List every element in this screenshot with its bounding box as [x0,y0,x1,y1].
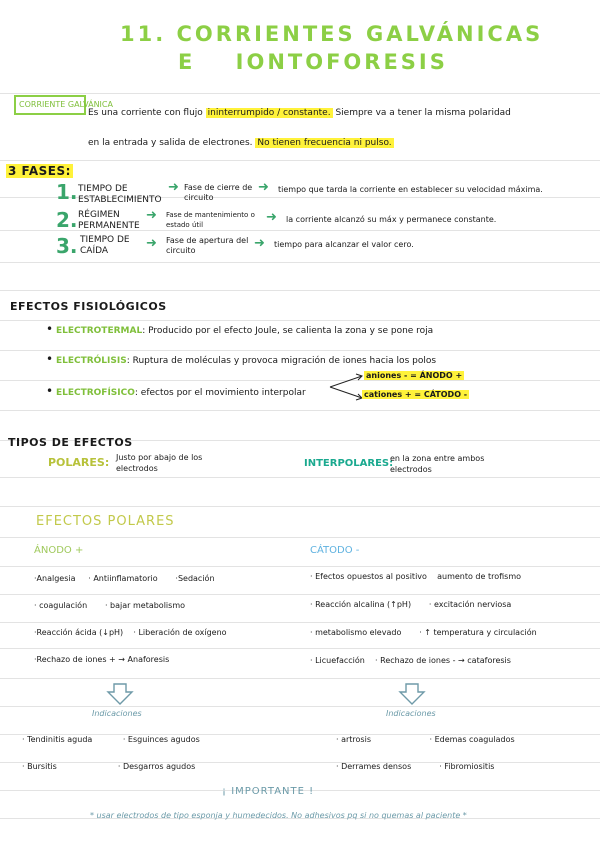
polares-desc: Justo por abajo de los electrodos [116,453,203,473]
arrow-right-icon: ➜ [266,210,277,225]
down-arrow-icon [106,682,134,706]
arrow-right-icon: ➜ [168,180,179,195]
catodo-row: · Licuefacción · Rechazo de iones - → cataforesis [310,656,511,665]
fase-desc: la corriente alcanzó su máx y permanece constante. [286,215,497,224]
intro-line-2: en la entrada y salida de electrones. No tienen frecuencia ni pulso. [88,138,392,148]
important-label: ¡ IMPORTANTE ! [222,786,315,797]
anodo-row: ·Analgesia · Antiinflamatorio ·Sedación [34,574,215,583]
fase-number: 1. [56,180,78,204]
anodo-ind-row: · Tendinitis aguda · Esguinces agudos [22,735,200,744]
catodo-ind-row: · artrosis · Edemas coagulados [336,735,515,744]
fase-desc: tiempo para alcanzar el valor cero. [274,240,414,249]
anodo-row: ·Rechazo de iones + → Anaforesis [34,655,170,664]
interpolares-desc: en la zona entre ambos electrodos [390,454,485,474]
fases-heading: 3 FASES: [8,164,71,178]
efectos-fisiologicos-heading: EFECTOS FISIOLÓGICOS [10,300,167,313]
arrow-right-icon: ➜ [258,180,269,195]
fase-number: 2. [56,208,78,232]
fase-name: TIEMPO DE ESTABLECIMIENTO [78,184,162,205]
intro-highlight-2: No tienen frecuencia ni pulso. [257,138,392,148]
intro-highlight-1: ininterrumpido / constante. [207,108,331,118]
fase-name: TIEMPO DE CAÍDA [80,235,130,256]
intro-line-1: Es una corriente con flujo ininterrumpido / constante. Siempre va a tener la misma polaridad [88,108,511,118]
efecto-electrotermal: • ELECTROTERMAL: Producido por el efecto Joule, se calienta la zona y se pone roja [46,322,434,336]
fase-desc: tiempo que tarda la corriente en establecer su velocidad máxima. [278,185,543,194]
efectos-polares-heading: EFECTOS POLARES [36,514,175,529]
anodo-label: ÁNODO + [34,545,84,556]
cationes-highlight: cationes + = CÁTODO - [364,390,468,399]
fase-phase: Fase de cierre de circuito [184,183,253,202]
catodo-row: · metabolismo elevado · ↑ temperatura y circulación [310,628,537,637]
tipos-efectos-heading: TIPOS DE EFECTOS [8,436,133,449]
footer-note: * usar electrodos de tipo esponja y humedecidos. No adhesivos pq si no quemas al paciente * [90,811,467,820]
arrow-right-icon: ➜ [146,236,157,251]
fase-name: RÉGIMEN PERMANENTE [78,210,140,231]
fase-number: 3. [56,234,78,258]
catodo-ind-row: · Derrames densos · Fibromiositis [336,762,495,771]
anodo-indicaciones-label: Indicaciones [92,709,142,718]
fase-phase: Fase de mantenimiento o estado útil [166,211,255,229]
anodo-ind-row: · Bursitis · Desgarros agudos [22,762,196,771]
catodo-label: CÁTODO - [310,545,360,556]
corriente-galvanica-box: CORRIENTE GALVÁNICA [14,95,86,115]
efecto-electrolisis: • ELECTRÓLISIS: Ruptura de moléculas y provoca migración de iones hacia los polos [46,352,437,366]
down-arrow-icon [398,682,426,706]
interpolares-label: INTERPOLARES: [304,458,394,469]
page-title: 11. CORRIENTES GALVÁNICAS [120,22,544,46]
efecto-electrofisico: • ELECTROFÍSICO: efectos por el movimiento interpolar [46,384,306,398]
anodo-row: ·Reacción ácida (↓pH) · Liberación de oxígeno [34,628,227,637]
catodo-row: · Efectos opuestos al positivo aumento de trofismo [310,572,522,581]
fase-phase: Fase de apertura del circuito [166,236,249,255]
catodo-row: · Reacción alcalina (↑pH) · excitación nerviosa [310,600,512,609]
page-subtitle: E IONTOFORESIS [178,50,448,74]
branch-arrows-icon [328,372,366,402]
catodo-indicaciones-label: Indicaciones [386,709,436,718]
polares-label: POLARES: [48,456,110,469]
aniones-highlight: aniones - = ÁNODO + [366,371,463,380]
arrow-right-icon: ➜ [254,236,265,251]
arrow-right-icon: ➜ [146,208,157,223]
anodo-row: · coagulación · bajar metabolismo [34,601,186,610]
